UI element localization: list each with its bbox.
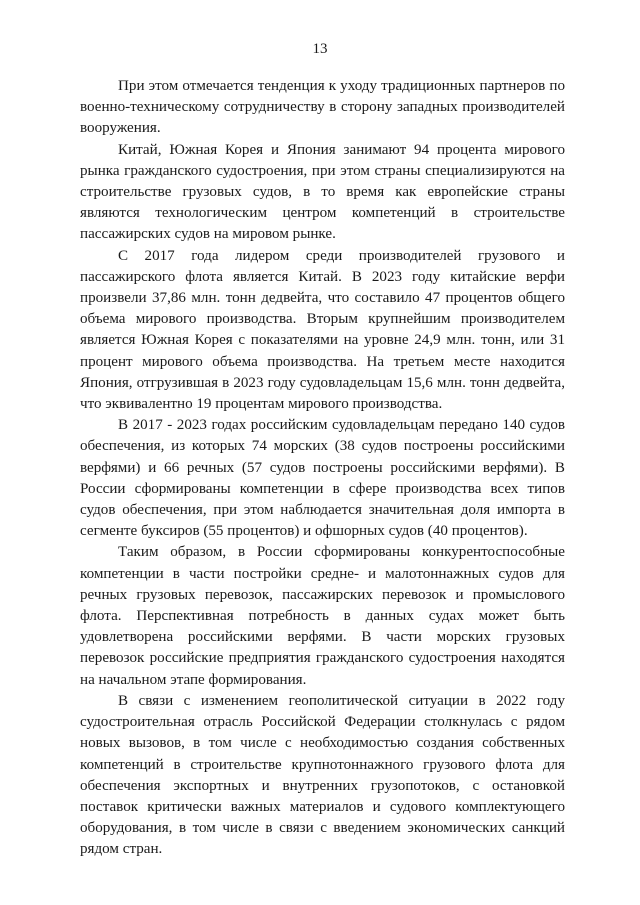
paragraph-3: С 2017 года лидером среди производителей грузового и пассажирского флота является Китай. В 2023 году китайские верфи произвели 37,86 млн. тонн дедвейта, что составило 47 процентов общего объема мирового производства. Вторым крупнейшим производителем является Южная Корея с показателями на уровне 24,9 млн. тонн, или 31 процент мирового объема производства. На третьем месте находится Япония, отгрузившая в 2023 году судовладельцам 15,6 млн. тонн дедвейта, что эквивалентно 19 процентам мирового производства. <box>80 247 565 413</box>
paragraph-1: При этом отмечается тенденция к уходу традиционных партнеров по военно-техническому сотрудничеству в сторону западных производителей вооружения. <box>80 78 565 137</box>
page-number: 13 <box>312 41 328 57</box>
paragraph-4: В 2017 - 2023 годах российским судовладельцам передано 140 судов обеспечения, из которых 74 морских (38 судов построены российскими верфями) и 66 речных (57 судов построены российскими верфями). В России сформированы компетенции в сфере производства всех типов судов обеспечения, при этом наблюдается значительная доля импорта в сегменте буксиров (55 процентов) и офшорных судов (40 процентов). <box>80 417 565 540</box>
paragraph-5: Таким образом, в России сформированы конкурентоспособные компетенции в части постройки средне- и малотоннажных судов для речных грузовых перевозок, пассажирских перевозок и промыслового флота. Перспективная потребность в данных судах может быть удовлетворена российскими верфями. В части морских грузовых перевозок российские предприятия гражданского судостроения находятся на начальном этапе формирования. <box>80 544 565 688</box>
paragraph-6: В связи с изменением геополитической ситуации в 2022 году судостроительная отрасль Российской Федерации столкнулась с рядом новых вызовов, в том числе с необходимостью создания собственных компетенций в строительстве крупнотоннажного грузового флота для обеспечения экспортных и внутренних грузопотоков, с остановкой поставок критически важных материалов и судового комплектующего оборудования, в том числе в связи с введением экономических санкций рядом стран. <box>80 692 565 858</box>
document-body <box>80 76 565 861</box>
paragraph-2: Китай, Южная Корея и Япония занимают 94 процента мирового рынка гражданского судостроения, при этом страны специализируются на строительстве грузовых судов, в то время как европейские страны являются технологическим центром компетенций в строительстве пассажирских судов на мировом рынке. <box>80 141 565 243</box>
